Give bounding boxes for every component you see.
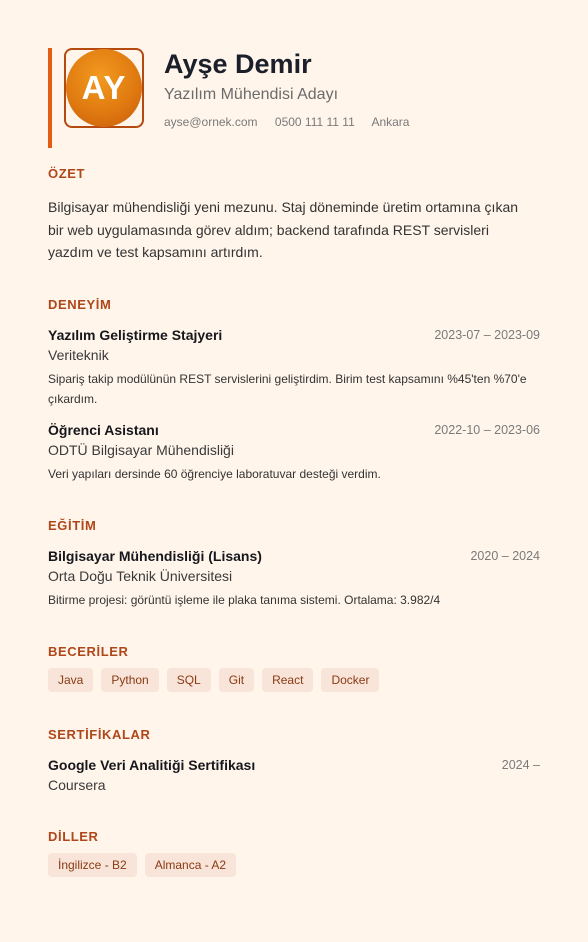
education-degree: Bilgisayar Mühendisliği (Lisans): [48, 548, 262, 564]
experience-org: ODTÜ Bilgisayar Mühendisliği: [48, 442, 234, 458]
experience-role: Öğrenci Asistanı: [48, 422, 159, 438]
section-title-education: EĞİTİM: [48, 518, 97, 533]
section-title-certificates: SERTİFİKALAR: [48, 727, 151, 742]
contact-email[interactable]: ayse@ornek.com: [164, 115, 258, 129]
skill-chip: SQL: [167, 668, 211, 692]
section-title-languages: DİLLER: [48, 829, 99, 844]
resume-header: [48, 48, 548, 148]
experience-dates: 2023-07 – 2023-09: [434, 328, 540, 342]
education-dates: 2020 – 2024: [470, 549, 540, 563]
languages-list: [48, 853, 236, 877]
candidate-title: Yazılım Mühendisi Adayı: [164, 86, 339, 103]
experience-desc: Sipariş takip modülünün REST servislerini geliştirdim. Birim test kapsamını %45'ten %70'e çıkardım.: [48, 372, 527, 406]
avatar: [66, 49, 142, 127]
summary-text: Bilgisayar mühendisliği yeni mezunu. Staj döneminde üretim ortamına çıkan bir web uygulamasında görev aldım; backend tarafında REST servisleri yazdım ve test kapsamını artırdım.: [48, 199, 519, 260]
skill-chip: React: [262, 668, 313, 692]
experience-org: Veriteknik: [48, 347, 109, 363]
section-title-summary: ÖZET: [48, 166, 86, 181]
contact-location: Ankara: [371, 115, 410, 129]
contact-info: [164, 115, 423, 130]
accent-bar: [48, 48, 52, 148]
education-desc: Bitirme projesi: görüntü işleme ile plaka tanıma sistemi. Ortalama: 3.982/4: [48, 593, 441, 607]
candidate-name: Ayşe Demir: [164, 49, 312, 79]
experience-dates: 2022-10 – 2023-06: [434, 423, 540, 437]
skills-list: [48, 668, 379, 692]
skill-chip: Java: [48, 668, 93, 692]
section-title-experience: DENEYİM: [48, 297, 112, 312]
avatar-frame: [64, 48, 144, 128]
experience-role: Yazılım Geliştirme Stajyeri: [48, 327, 223, 343]
certificate-dates: 2024 –: [501, 758, 540, 772]
contact-phone[interactable]: 0500 111 11 11: [274, 115, 355, 129]
certificate-issuer: Coursera: [48, 777, 106, 793]
skill-chip: Python: [101, 668, 158, 692]
skill-chip: Docker: [321, 668, 379, 692]
certificate-name: Google Veri Analitiği Sertifikası: [48, 757, 256, 773]
avatar-initials: AY: [81, 69, 127, 106]
skill-chip: Git: [219, 668, 254, 692]
language-chip: İngilizce - B2: [48, 853, 137, 877]
section-title-skills: BECERİLER: [48, 644, 129, 659]
language-chip: Almanca - A2: [145, 853, 236, 877]
experience-desc: Veri yapıları dersinde 60 öğrenciye laboratuvar desteği verdim.: [48, 467, 381, 481]
education-school: Orta Doğu Teknik Üniversitesi: [48, 568, 233, 584]
